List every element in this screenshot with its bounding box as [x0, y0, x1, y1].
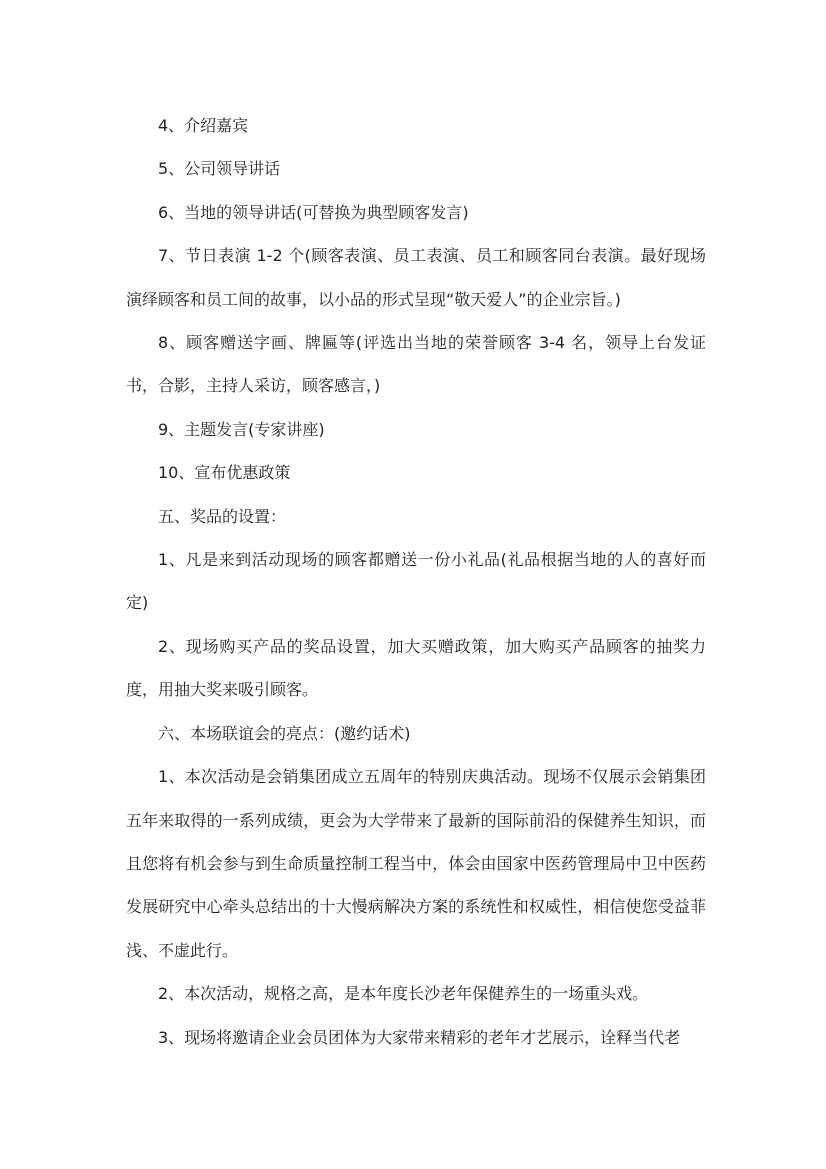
section-heading-highlights: 六、本场联谊会的亮点：(邀约话术): [158, 723, 411, 743]
document-body: [126, 104, 706, 1059]
paragraph-item-9-keynote: 9、主题发言(专家讲座): [158, 419, 325, 439]
paragraph-prize-item-1: 1、凡是来到活动现场的顾客都赠送一份小礼品(礼品根据当地的人的喜好而定): [126, 550, 706, 613]
paragraph-item-7-festival-performance: 7、节日表演 1-2 个(顾客表演、员工表演、员工和顾客同台表演。最好现场演绎顾客和员工间的故事，以小品的形式呈现“敬天爱人”的企业宗旨。): [126, 246, 706, 309]
paragraph-prize-item-2: 2、现场购买产品的奖品设置，加大买赠政策，加大购买产品顾客的抽奖力度，用抽大奖来吸引顾客。: [126, 636, 706, 700]
paragraph-highlight-item-2: 2、本次活动，规格之高，是本年度长沙老年保健养生的一场重头戏。: [158, 984, 649, 1004]
paragraph-item-10-discount-policy: 10、宣布优惠政策: [158, 463, 291, 483]
paragraph-item-8-customer-gifts: 8、顾客赠送字画、牌匾等(评选出当地的荣誉顾客 3-4 名，领导上台发证书，合影，主持人采访，顾客感言，): [126, 333, 706, 396]
paragraph-highlight-item-3: 3、现场将邀请企业会员团体为大家带来精彩的老年才艺展示，诠释当代老: [158, 1027, 681, 1047]
paragraph-item-4-introduce-guests: 4、介绍嘉宾: [158, 116, 249, 135]
paragraph-item-6-local-leader-speech: 6、当地的领导讲话(可替换为典型顾客发言): [158, 202, 469, 222]
paragraph-item-5-company-leader-speech: 5、公司领导讲话: [158, 159, 281, 179]
paragraph-highlight-item-1: 1、本次活动是会销集团成立五周年的特别庆典活动。现场不仅展示会销集团五年来取得的一系列成绩，更会为大学带来了最新的国际前沿的保健养生知识，而且您将有机会参与到生命质量控制工程当中，体会由国家中医药管理局中卫中医药发展研究中心牵头总结出的十大慢病解决方案的系统性和权威性，相信使您受益菲浅、不虚此行。: [126, 767, 706, 960]
section-heading-prize-settings: 五、奖品的设置：: [158, 506, 287, 526]
